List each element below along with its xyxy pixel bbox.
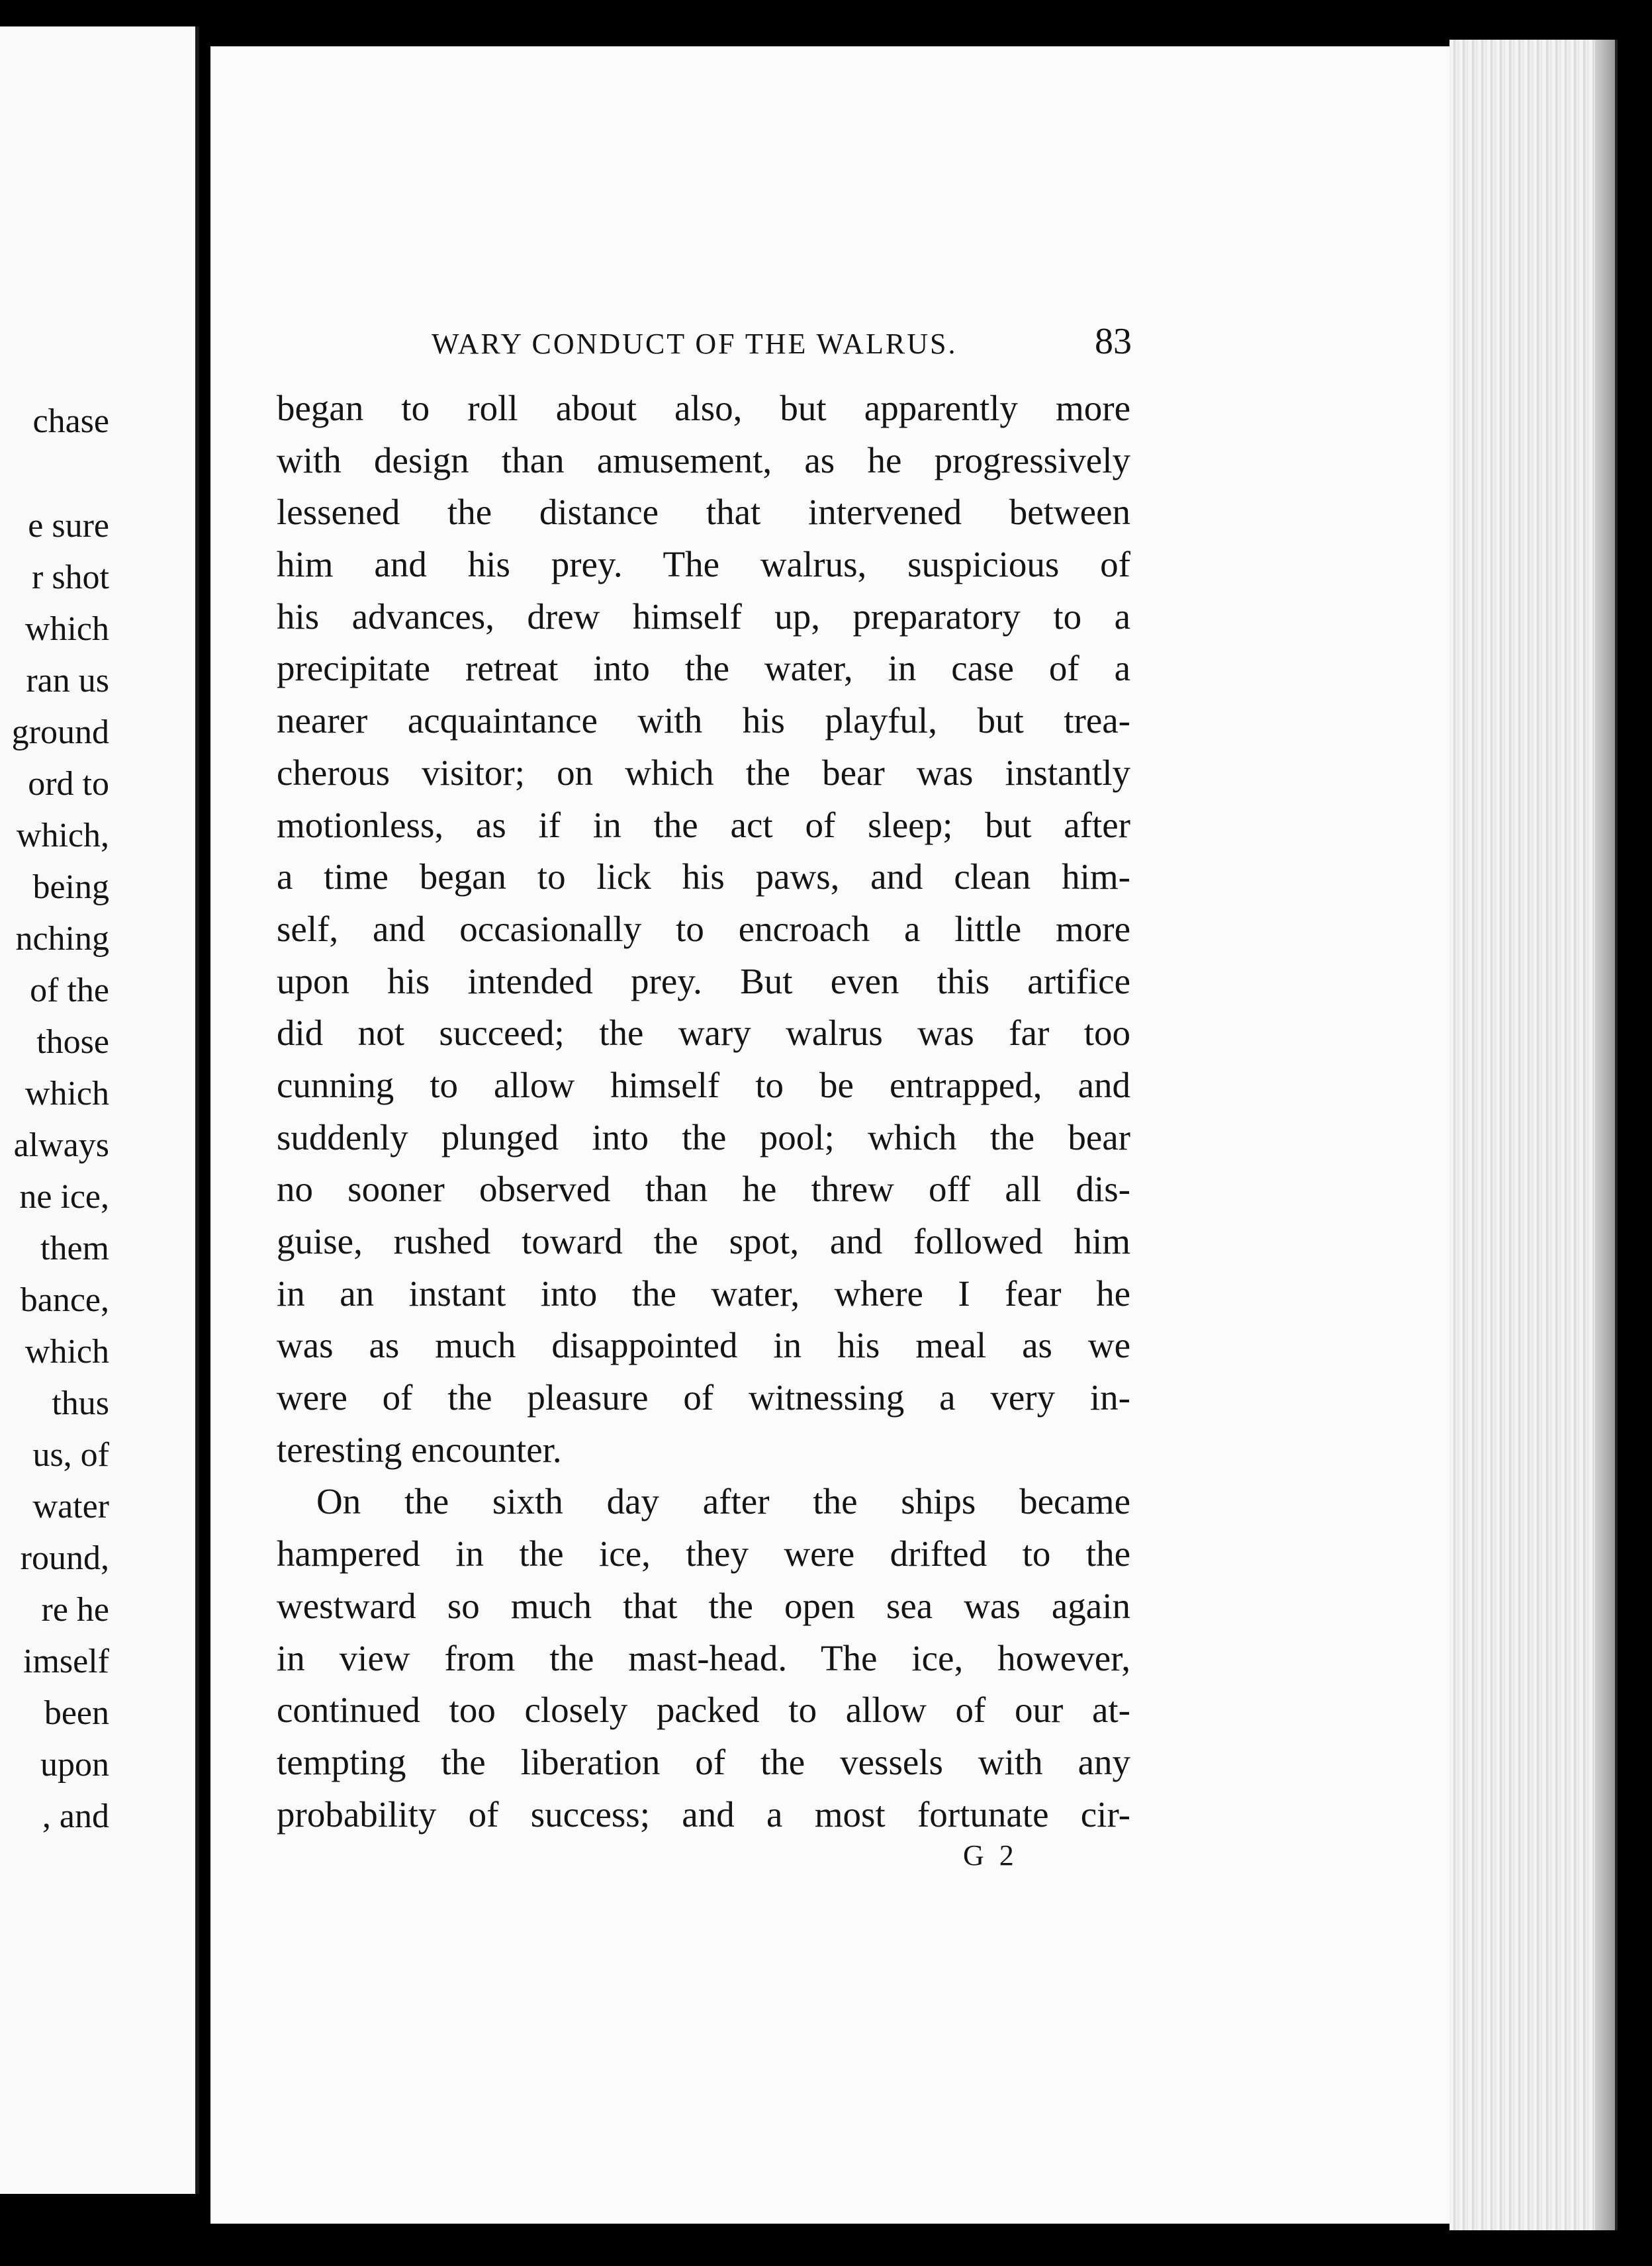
left-line: upon <box>40 1746 109 1784</box>
text-line: motionless, as if in the act of sleep; but after <box>277 804 1130 845</box>
text-line: self, and occasionally to encroach a little more <box>277 908 1130 949</box>
left-line: ord to <box>28 765 109 803</box>
text-line: probability of success; and a most fortunate cir- <box>277 1793 1130 1835</box>
left-line: r shot <box>32 559 109 596</box>
left-line: being <box>32 868 109 906</box>
text-line: cherous visitor; on which the bear was instantly <box>277 752 1130 793</box>
page-edges <box>1449 40 1618 2230</box>
left-line: thus <box>52 1384 109 1422</box>
text-line: began to roll about also, but apparently more <box>277 388 1130 428</box>
left-line: round, <box>20 1539 109 1577</box>
left-line: chase <box>32 402 109 440</box>
left-line: ran us <box>26 662 109 700</box>
text-line: upon his intended prey. But even this artifice <box>277 960 1130 1001</box>
text-line: suddenly plunged into the pool; which the bear <box>277 1116 1130 1157</box>
left-line: , and <box>42 1797 109 1835</box>
left-line: which <box>24 610 109 648</box>
left-line: which, <box>16 817 109 854</box>
left-line: ground <box>11 713 109 751</box>
left-page <box>0 26 199 2194</box>
left-line: nching <box>15 920 109 958</box>
running-title: WARY CONDUCT OF THE WALRUS. <box>432 328 958 360</box>
page-number: 83 <box>1095 321 1132 362</box>
text-line: did not succeed; the wary walrus was far too <box>277 1013 1130 1054</box>
left-line: them <box>40 1230 109 1267</box>
left-line: e sure <box>28 507 109 545</box>
text-line: with design than amusement, as he progressively <box>277 439 1130 480</box>
left-line: imself <box>23 1643 109 1680</box>
left-line: water <box>32 1488 109 1525</box>
left-line: bance, <box>20 1281 109 1319</box>
text-line: lessened the distance that intervened between <box>277 492 1130 533</box>
text-line: precipitate retreat into the water, in case of a <box>277 648 1130 689</box>
text-line: continued too closely packed to allow of our at- <box>277 1690 1130 1731</box>
text-line: him and his prey. The walrus, suspicious of <box>277 544 1130 585</box>
text-line: a time began to lick his paws, and clean him- <box>277 856 1130 897</box>
text-line: was as much disappointed in his meal as we <box>277 1325 1130 1366</box>
text-line: in an instant into the water, where I fear he <box>277 1273 1130 1314</box>
left-line: ne ice, <box>19 1178 109 1216</box>
text-line: hampered in the ice, they were drifted to the <box>277 1533 1130 1574</box>
text-line: nearer acquaintance with his playful, but trea- <box>277 700 1130 741</box>
text-line: tempting the liberation of the vessels with any <box>277 1741 1130 1782</box>
left-line: re he <box>41 1591 109 1629</box>
left-line: those <box>36 1023 109 1061</box>
left-line: which <box>24 1075 109 1112</box>
text-line: teresting encounter. <box>277 1429 562 1470</box>
text-line: cunning to allow himself to be entrapped, and <box>277 1064 1130 1105</box>
left-line: been <box>44 1694 109 1732</box>
left-page-text <box>0 26 109 2194</box>
text-line: no sooner observed than he threw off all dis- <box>277 1169 1130 1210</box>
signature-mark: G 2 <box>963 1839 1018 1872</box>
body-text <box>277 383 1130 1840</box>
left-line: always <box>13 1126 109 1164</box>
text-line: were of the pleasure of witnessing a very in- <box>277 1377 1130 1418</box>
left-line: which <box>24 1333 109 1371</box>
text-line: his advances, drew himself up, preparatory to a <box>277 596 1130 637</box>
paragraph-start-line: On the sixth day after the ships became <box>316 1481 1130 1522</box>
text-line: westward so much that the open sea was again <box>277 1585 1130 1626</box>
left-line: us, of <box>32 1436 109 1474</box>
text-line: guise, rushed toward the spot, and followed him <box>277 1221 1130 1261</box>
left-line: of the <box>30 972 109 1009</box>
text-line: in view from the mast-head. The ice, however, <box>277 1637 1130 1678</box>
running-header <box>424 323 1138 369</box>
